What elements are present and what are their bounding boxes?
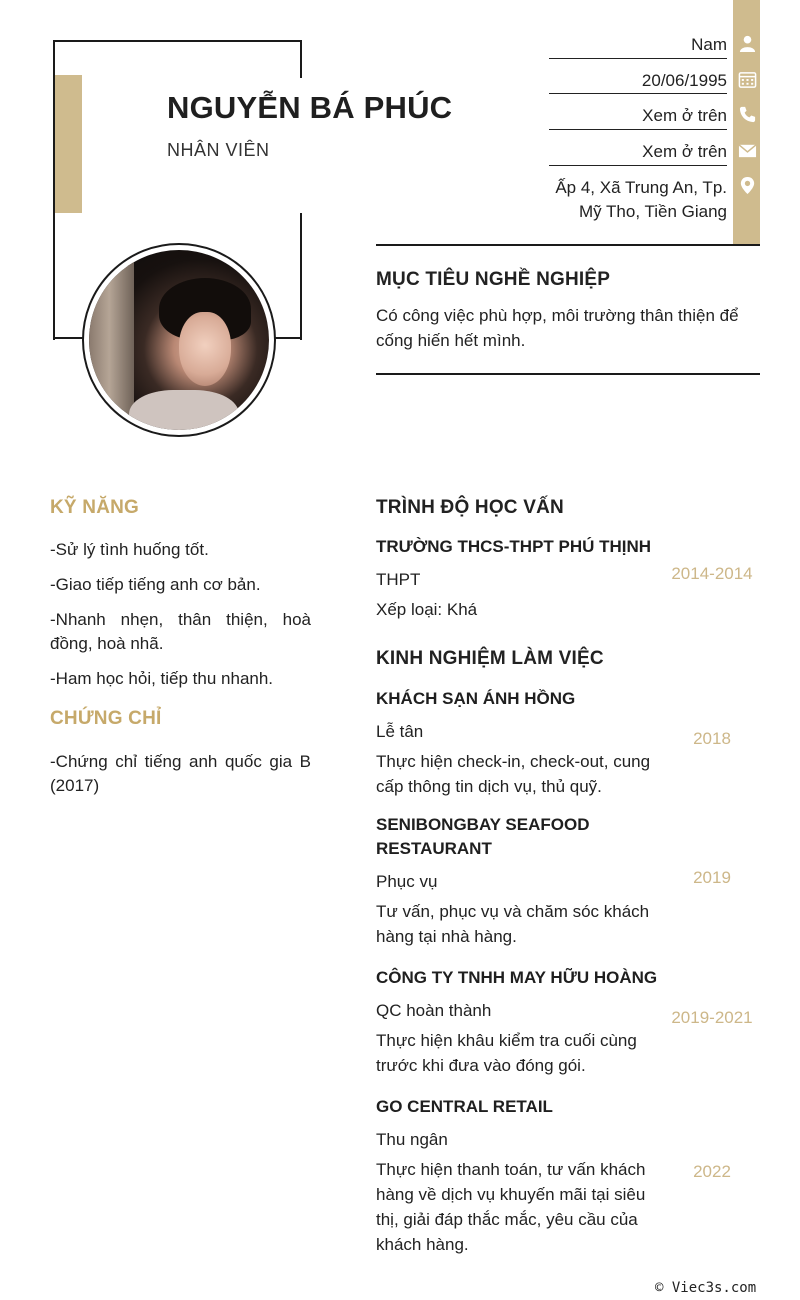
address-line-2: Mỹ Tho, Tiền Giang [578,202,727,221]
job-description [376,899,666,949]
job-position: Thu ngân [376,1130,448,1149]
education-title: TRÌNH ĐỘ HỌC VẤN [376,497,564,518]
job-company: KHÁCH SẠN ÁNH HỒNG [376,689,576,708]
job-description-line: cấp thông tin dịch vụ, thủ quỹ. [376,777,602,796]
job-company: CÔNG TY TNHH MAY HỮU HOÀNG [376,968,658,987]
education-grade: Xếp loại: Khá [376,600,478,619]
candidate-name: NGUYỄN BÁ PHÚC [167,90,453,125]
calendar-icon [737,69,757,89]
job-company-line: RESTAURANT [376,839,492,858]
contact-divider [549,165,727,166]
job-year: 2019-2021 [671,1008,753,1027]
skill-item: đồng, hoà nhã. [50,634,164,653]
job-position: Lễ tân [376,722,424,741]
section-rule-top [376,244,760,246]
contact-divider [549,129,727,130]
section-rule-bottom [376,373,760,375]
certificate-item: (2017) [50,776,100,795]
skill-item: -Giao tiếp tiếng anh cơ bản. [50,575,261,594]
frame-corner-right [272,337,302,339]
job-description-line: hàng về dịch vụ khuyến mãi tại siêu [376,1185,646,1204]
job-description-line: Thực hiện khâu kiểm tra cuối cùng [376,1031,637,1050]
job-position: QC hoàn thành [376,1001,492,1020]
job-company: GO CENTRAL RETAIL [376,1097,553,1116]
objective-title: MỤC TIÊU NGHỀ NGHIỆP [376,269,611,290]
contact-divider [549,93,727,94]
mail-icon [737,140,757,160]
contact-divider [549,58,727,59]
job-description-line: Thực hiện thanh toán, tư vấn khách [376,1160,646,1179]
job-description [376,749,666,799]
skill-item: -Nhanh nhẹn, thân thiện, hoà [50,610,311,629]
frame-corner-left [53,337,83,339]
education-level: THPT [376,570,421,589]
job-year: 2022 [693,1162,731,1181]
job-company [376,813,590,861]
contact-address [530,176,727,224]
objective-line: cống hiến hết mình. [376,331,526,350]
job-year: 2018 [693,729,731,748]
job-description-line: Thực hiện check-in, check-out, cung [376,752,651,771]
accent-bar [55,75,82,213]
contact-gender: Nam [691,35,727,54]
location-icon [737,175,757,195]
skill-item: -Ham học hỏi, tiếp thu nhanh. [50,669,274,688]
phone-icon [737,104,757,124]
job-position: Phục vụ [376,872,438,891]
job-description-line: Tư vấn, phục vụ và chăm sóc khách [376,902,650,921]
avatar [89,250,269,430]
footer-copyright: © Viec3s.com [655,1280,757,1296]
objective-line: Có công việc phù hợp, môi trường thân thiện để [376,306,739,325]
certificates-title: CHỨNG CHỈ [50,708,162,729]
certificate-item: -Chứng chỉ tiếng anh quốc gia B [50,752,311,771]
job-description-line: thị, giải đáp thắc mắc, yêu cầu của [376,1210,638,1229]
candidate-role: NHÂN VIÊN [167,140,270,160]
skill-item: -Sử lý tình huống tốt. [50,540,209,559]
contact-dob: 20/06/1995 [641,71,727,90]
job-description-line: khách hàng. [376,1235,469,1254]
education-school: TRƯỜNG THCS-THPT PHÚ THỊNH [376,537,652,556]
contact-email: Xem ở trên [642,142,727,161]
experience-title: KINH NGHIỆM LÀM VIỆC [376,648,604,669]
job-description-line: hàng tại nhà hàng. [376,927,517,946]
job-year: 2019 [693,868,731,887]
skills-title: KỸ NĂNG [50,497,140,518]
job-company-line: SENIBONGBAY SEAFOOD [376,815,590,834]
contact-phone: Xem ở trên [642,106,727,125]
address-line-1: Ấp 4, Xã Trung An, Tp. [555,178,727,197]
job-description [376,1157,666,1257]
job-description-line: trước khi đưa vào đóng gói. [376,1056,586,1075]
user-icon [737,33,757,53]
objective-text [376,303,760,353]
education-years: 2014-2014 [671,564,753,583]
job-description [376,1028,666,1078]
